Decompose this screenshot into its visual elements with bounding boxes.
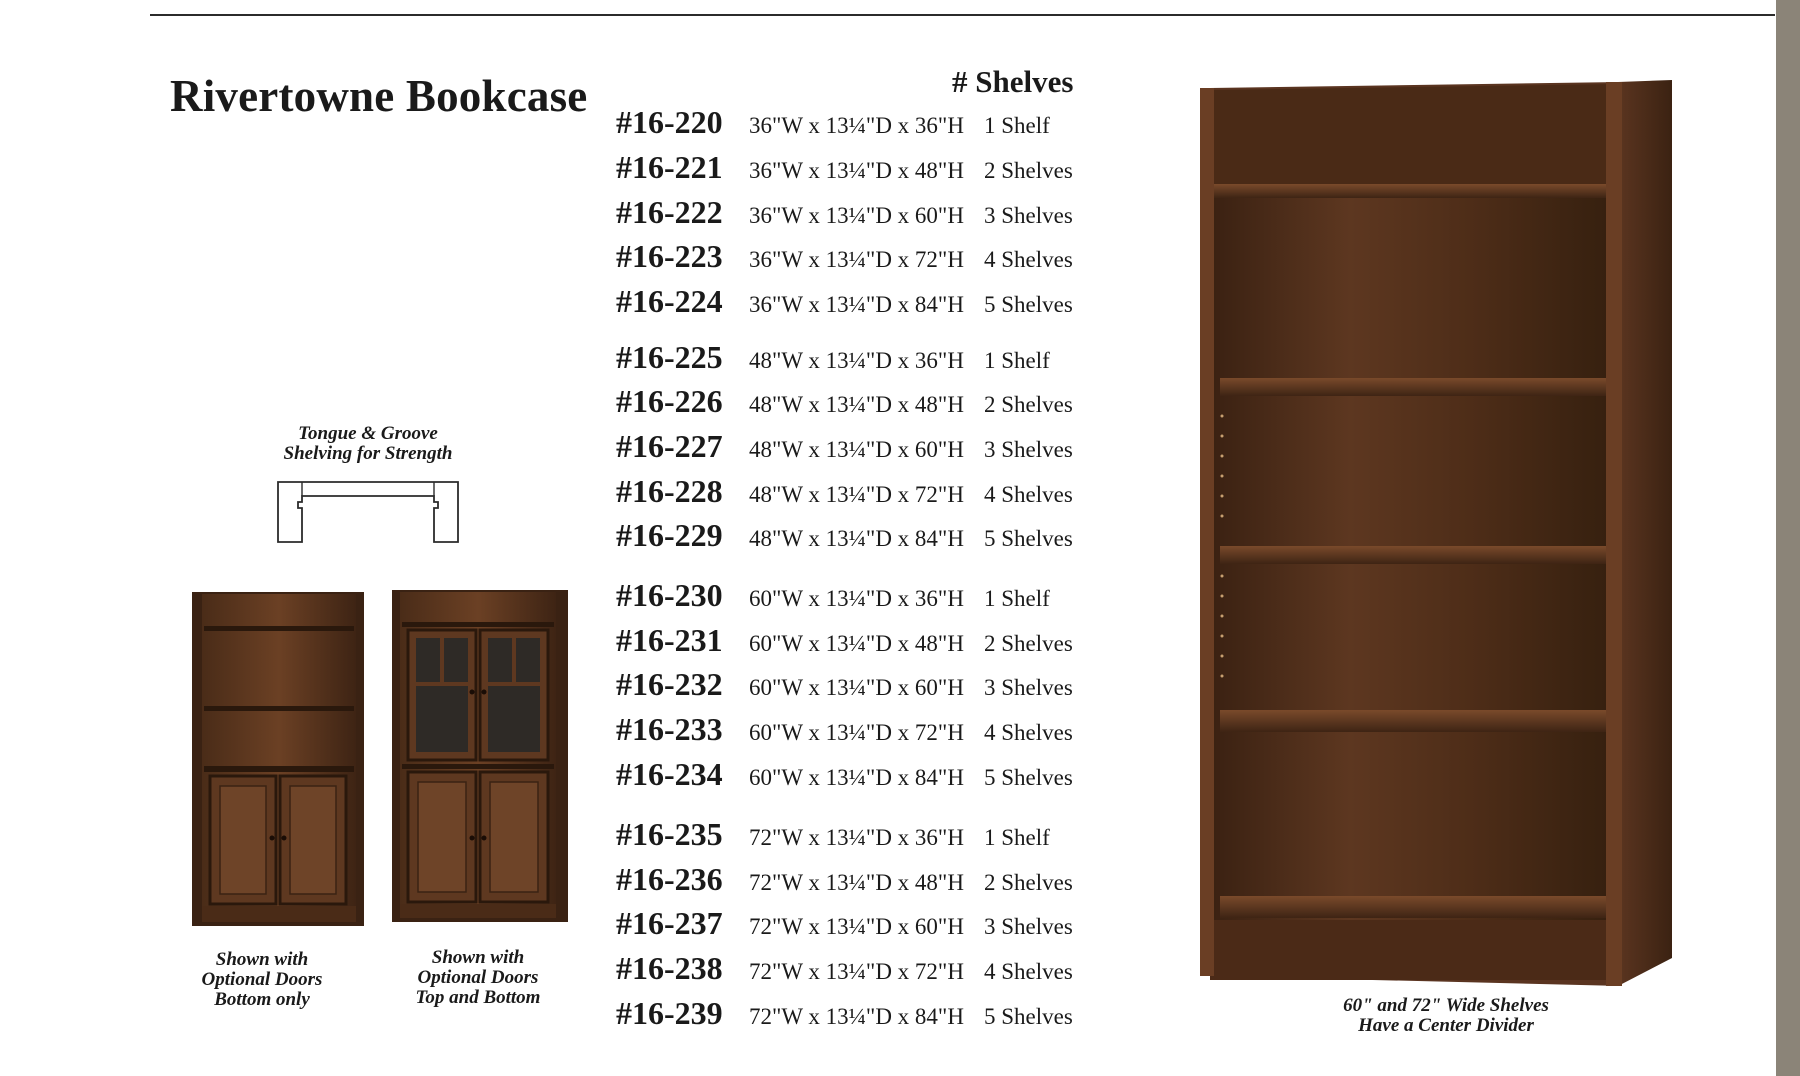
model-shelves: 2 Shelves (984, 631, 1073, 656)
model-number: #16-225 (616, 339, 723, 375)
model-row (616, 861, 1073, 901)
model-dimensions: 72"W x 13¼"D x 48"H (749, 870, 964, 895)
model-dimensions: 36"W x 13¼"D x 60"H (749, 203, 964, 228)
model-number: #16-221 (616, 149, 723, 185)
model-dimensions: 60"W x 13¼"D x 48"H (749, 631, 964, 656)
model-dimensions: 36"W x 13¼"D x 84"H (749, 292, 964, 317)
model-dimensions: 36"W x 13¼"D x 48"H (749, 158, 964, 183)
model-shelves: 5 Shelves (984, 1004, 1073, 1029)
model-dimensions: 48"W x 13¼"D x 48"H (749, 392, 964, 417)
model-shelves: 1 Shelf (984, 348, 1050, 373)
model-shelves: 1 Shelf (984, 113, 1050, 138)
bottom-doors-caption: Shown with Optional Doors Bottom only (201, 949, 323, 1010)
model-shelves: 3 Shelves (984, 675, 1073, 700)
model-shelves: 3 Shelves (984, 914, 1073, 939)
model-dimensions: 72"W x 13¼"D x 60"H (749, 914, 964, 939)
model-shelves: 4 Shelves (984, 482, 1073, 507)
shelves-column-header: # Shelves (952, 64, 1074, 99)
top-bottom-doors-caption: Shown with Optional Doors Top and Bottom (415, 947, 541, 1008)
model-number: #16-238 (616, 950, 723, 986)
model-shelves: 5 Shelves (984, 526, 1073, 551)
model-row (616, 238, 1073, 278)
bookcase-large-image (1196, 76, 1676, 990)
model-dimensions: 60"W x 13¼"D x 72"H (749, 720, 964, 745)
bookcase-bottom-doors-image (190, 588, 368, 930)
model-shelves: 3 Shelves (984, 437, 1073, 462)
model-shelves: 5 Shelves (984, 765, 1073, 790)
model-number: #16-227 (616, 428, 723, 464)
model-dimensions: 60"W x 13¼"D x 60"H (749, 675, 964, 700)
model-shelves: 5 Shelves (984, 292, 1073, 317)
top-rule (150, 14, 1775, 16)
model-row (616, 905, 1073, 945)
model-dimensions: 36"W x 13¼"D x 72"H (749, 247, 964, 272)
model-row (616, 816, 1050, 856)
model-row (616, 517, 1073, 557)
model-row (616, 473, 1073, 513)
model-dimensions: 72"W x 13¼"D x 84"H (749, 1004, 964, 1029)
page-title: Rivertowne Bookcase (170, 71, 588, 121)
model-number: #16-234 (616, 756, 723, 792)
model-row (616, 428, 1073, 468)
model-number: #16-233 (616, 711, 723, 747)
model-row (616, 622, 1073, 662)
model-row (616, 666, 1073, 706)
model-number: #16-222 (616, 194, 723, 230)
model-dimensions: 48"W x 13¼"D x 84"H (749, 526, 964, 551)
model-shelves: 4 Shelves (984, 959, 1073, 984)
model-number: #16-228 (616, 473, 723, 509)
model-row (616, 711, 1073, 751)
model-number: #16-223 (616, 238, 723, 274)
model-number: #16-237 (616, 905, 723, 941)
bookcase-top-bottom-doors-image (390, 586, 570, 926)
model-number: #16-232 (616, 666, 723, 702)
model-number: #16-220 (616, 104, 723, 140)
model-dimensions: 72"W x 13¼"D x 72"H (749, 959, 964, 984)
model-row (616, 577, 1050, 617)
model-row (616, 149, 1073, 189)
model-number: #16-229 (616, 517, 723, 553)
center-divider-caption: 60" and 72" Wide Shelves Have a Center Divider (1343, 995, 1549, 1036)
model-row (616, 339, 1050, 379)
model-dimensions: 36"W x 13¼"D x 36"H (749, 113, 964, 138)
model-shelves: 1 Shelf (984, 825, 1050, 850)
tongue-groove-diagram (276, 480, 460, 544)
model-shelves: 3 Shelves (984, 203, 1073, 228)
tongue-groove-caption: Tongue & Groove Shelving for Strength (283, 423, 453, 464)
model-shelves: 4 Shelves (984, 720, 1073, 745)
model-row (616, 950, 1073, 990)
model-dimensions: 48"W x 13¼"D x 72"H (749, 482, 964, 507)
page-edge-strip (1776, 0, 1800, 1076)
model-row (616, 383, 1073, 423)
model-shelves: 4 Shelves (984, 247, 1073, 272)
model-number: #16-236 (616, 861, 723, 897)
model-number: #16-239 (616, 995, 723, 1031)
model-row (616, 194, 1073, 234)
model-number: #16-231 (616, 622, 723, 658)
model-row (616, 283, 1073, 323)
model-shelves: 2 Shelves (984, 158, 1073, 183)
model-dimensions: 60"W x 13¼"D x 36"H (749, 586, 964, 611)
model-number: #16-230 (616, 577, 723, 613)
model-number: #16-224 (616, 283, 723, 319)
model-dimensions: 60"W x 13¼"D x 84"H (749, 765, 964, 790)
model-number: #16-235 (616, 816, 723, 852)
model-dimensions: 48"W x 13¼"D x 60"H (749, 437, 964, 462)
model-shelves: 2 Shelves (984, 870, 1073, 895)
model-shelves: 2 Shelves (984, 392, 1073, 417)
model-dimensions: 48"W x 13¼"D x 36"H (749, 348, 964, 373)
model-dimensions: 72"W x 13¼"D x 36"H (749, 825, 964, 850)
model-row (616, 104, 1050, 144)
model-number: #16-226 (616, 383, 723, 419)
model-row (616, 995, 1073, 1035)
model-row (616, 756, 1073, 796)
model-shelves: 1 Shelf (984, 586, 1050, 611)
